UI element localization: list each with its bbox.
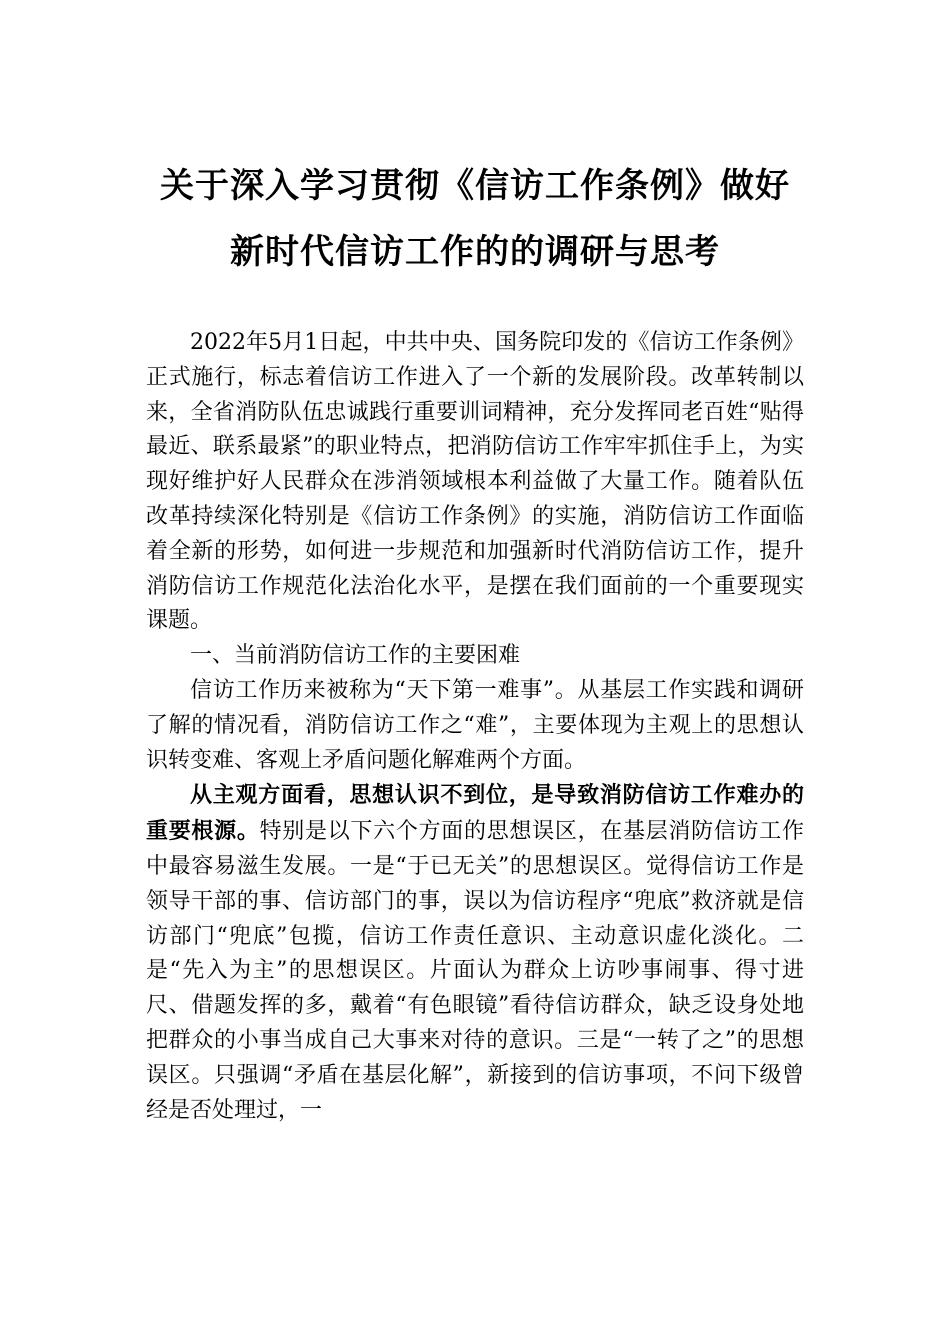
subjective-aspect-lead: 从主观方面看，思想认识不到位，是导致消防信访工作难办的重要根源。 — [146, 782, 804, 845]
document-title-line-1: 关于深入学习贯彻《信访工作条例》做好 — [160, 166, 790, 206]
subjective-aspect-paragraph — [146, 778, 804, 1128]
document-title-line-2: 新时代信访工作的的调研与思考 — [230, 232, 720, 272]
document-body — [146, 326, 804, 1128]
intro-paragraph: 2022年5月1日起，中共中央、国务院印发的《信访工作条例》正式施行，标志着信访工作进入了一个新的发展阶段。改革转制以来，全省消防队伍忠诚践行重要训词精神，充分发挥同老百姓“贴得最近、联系最紧”的职业特点，把消防信访工作牢牢抓住手上，为实现好维护好人民群众在涉消领域根本利益做了大量工作。随着队伍改革持续深化特别是《信访工作条例》的实施，消防信访工作面临着全新的形势，如何进一步规范和加强新时代消防信访工作，提升消防信访工作规范化法治化水平，是摆在我们面前的一个重要现实课题。 — [146, 330, 804, 634]
section-heading: 一、当前消防信访工作的主要困难 — [190, 643, 521, 669]
subjective-aspect-text: 特别是以下六个方面的思想误区，在基层消防信访工作中最容易滋生发展。一是“于已无关”的思想误区。觉得信访工作是领导干部的事、信访部门的事，误以为信访程序“兜底”救济就是信访部门“兜底”包揽，信访工作责任意识、主动意识虚化淡化。二是“先入为主”的思想误区。片面认为群众上访吵事闹事、得寸进尺、借题发挥的多，戴着“有色眼镜”看待信访群众，缺乏设身处地把群众的小事当成自己大事来对待的意识。三是“一转了之”的思想误区。只强调“矛盾在基层化解”，新接到的信访事项，不问下级曾经是否处理过，一 — [146, 819, 804, 1123]
difficulty-overview-paragraph: 信访工作历来被称为“天下第一难事”。从基层工作实践和调研了解的情况看，消防信访工作之“难”，主要体现为主观上的思想认识转变难、客观上矛盾问题化解难两个方面。 — [146, 677, 804, 773]
